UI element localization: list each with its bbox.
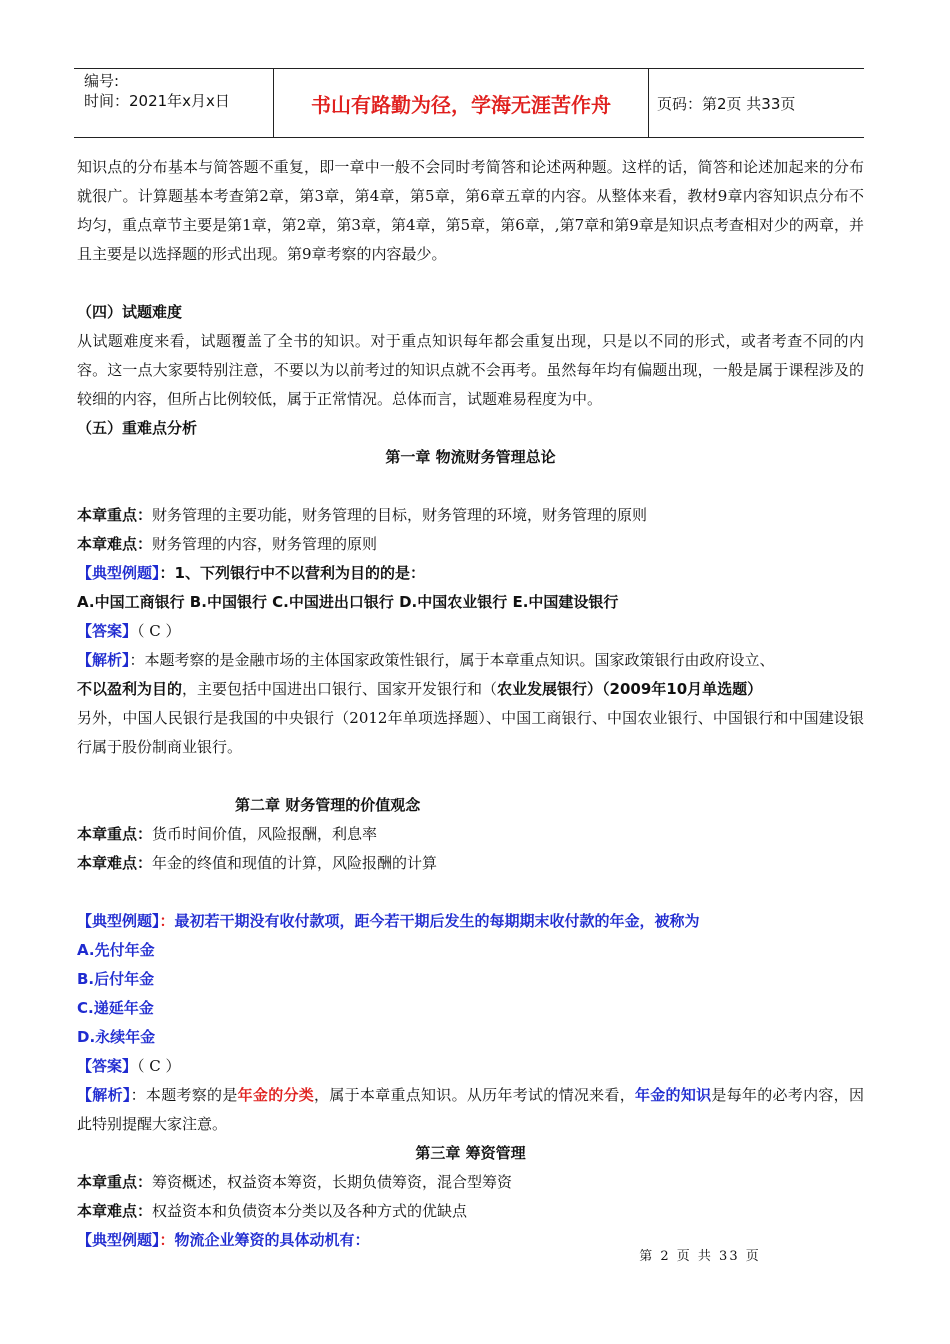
header-number-label: 编号: [84,72,120,90]
analysis-text: ：本题考察的是金融市场的主体国家政策性银行，属于本章重点知识。国家政策银行由政府设立、 [129,651,775,669]
difficulty-label: 本章难点： [77,854,153,872]
chapter-2-option-c: C.递延年金 [77,999,154,1017]
example-label: 【典型例题】 [77,912,160,930]
section-4-title: （四）试题难度 [77,303,183,321]
section-4-body: 从试题难度来看，试题覆盖了全书的知识。对于重点知识每年都会重复出现，只是以不同的形式，或者考查不同的内容。这一点大家要特别注意，不要以为以前考过的知识点就不会再考。虽然每年均有偏题出现，一般是属于课程涉及的较细的内容，但所占比例较低，属于正常情况。总体而言，试题难易程度为中。 [77,332,864,408]
chapter-3-difficulty [77,1197,864,1226]
header-meta [74,69,274,137]
example-label: 【典型例题】 [77,1231,160,1249]
analysis-label: 【解析】 [77,651,130,669]
analysis-emphasis: 农业发展银行 [497,680,588,698]
key-label: 本章重点： [77,825,153,843]
difficulty-label: 本章难点： [77,535,153,553]
chapter-1-analysis [77,646,864,675]
analysis-text: 是每年的必考内容，因此特别提醒大家注意。 [77,1086,864,1133]
chapter-2-title: 第二章 财务管理的价值观念 [235,796,421,814]
answer-text: （ C ） [137,1057,181,1075]
chapter-1-answer [77,617,864,646]
key-text: 筹资概述，权益资本筹资，长期负债筹资，混合型筹资 [152,1173,513,1191]
example-colon: ： [159,1231,175,1249]
chapter-1-example [77,559,864,588]
chapter-1-analysis-2 [77,675,864,704]
example-question: 物流企业筹资的具体动机有： [174,1231,370,1249]
chapter-1-options: A.中国工商银行 B.中国银行 C.中国进出口银行 D.中国农业银行 E.中国建设银行 [77,593,619,611]
chapter-2-answer [77,1052,864,1081]
example-question: 最初若干期没有收付款项，距今若干期后发生的每期期末收付款的年金，被称为 [174,912,700,930]
chapter-2-example [77,907,864,936]
document-body [77,153,864,1255]
difficulty-text: 权益资本和负债资本分类以及各种方式的优缺点 [152,1202,468,1220]
analysis-text: ，主要包括中国进出口银行、国家开发银行和（ [182,680,498,698]
chapter-3-title: 第三章 筹资管理 [415,1144,526,1162]
analysis-text: ：本题考察的是 [130,1086,238,1104]
intro-paragraph: 知识点的分布基本与简答题不重复，即一章中一般不会同时考简答和论述两种题。这样的话，简答和论述加起来的分布就很广。计算题基本考查第2章，第3章，第4章，第5章，第6章五章的内容。从整体来看，教材9章内容知识点分布不均匀，重点章节主要是第1章，第2章，第3章，第4章，第5章，第6章，,第7章和第9章是知识点考查相对少的两章，并且主要是以选择题的形式出现。第9章考察的内容最少。 [77,158,864,263]
header-page-info: 页码：第2页 共33页 [657,94,796,113]
difficulty-label: 本章难点： [77,1202,153,1220]
chapter-2-key [77,820,864,849]
difficulty-text: 年金的终值和现值的计算，风险报酬的计算 [152,854,438,872]
header-time: 时间：2021年x月x日 [84,92,230,110]
analysis-text: ）（2009年10月单选题） [587,680,763,698]
header-motto: 书山有路勤为径，学海无涯苦作舟 [274,69,649,137]
chapter-2-option-a: A.先付年金 [77,941,155,959]
analysis-text: ，属于本章重点知识。从历年考试的情况来看， [314,1086,635,1104]
analysis-emphasis: 不以盈利为目的 [77,680,183,698]
answer-text: （ C ） [137,622,181,640]
key-label: 本章重点： [77,1173,153,1191]
chapter-1-title: 第一章 物流财务管理总论 [385,448,556,466]
chapter-2-option-b: B.后付年金 [77,970,155,988]
example-question: ：1、下列银行中不以营利为目的的是： [159,564,425,582]
example-colon: ： [159,912,175,930]
difficulty-text: 财务管理的内容，财务管理的原则 [152,535,378,553]
answer-label: 【答案】 [77,1057,138,1075]
key-text: 财务管理的主要功能，财务管理的目标，财务管理的环境，财务管理的原则 [152,506,648,524]
chapter-1-difficulty [77,530,864,559]
answer-label: 【答案】 [77,622,138,640]
chapter-3-key [77,1168,864,1197]
chapter-2-analysis [77,1081,864,1139]
example-label: 【典型例题】 [77,564,160,582]
chapter-2-difficulty [77,849,864,878]
key-text: 货币时间价值，风险报酬，利息率 [152,825,378,843]
chapter-1-key [77,501,864,530]
page-footer: 第 2 页 共 33 页 [639,1249,761,1264]
analysis-highlight: 年金的分类 [237,1086,315,1104]
page-header [74,68,864,138]
chapter-2-option-d: D.永续年金 [77,1028,156,1046]
analysis-label: 【解析】 [77,1086,131,1104]
key-label: 本章重点： [77,506,153,524]
analysis-highlight: 年金的知识 [634,1086,712,1104]
section-5-title: （五）重难点分析 [77,419,198,437]
chapter-1-analysis-3: 另外，中国人民银行是我国的中央银行（2012年单项选择题）、中国工商银行、中国农业银行、中国银行和中国建设银行属于股份制商业银行。 [77,709,864,756]
